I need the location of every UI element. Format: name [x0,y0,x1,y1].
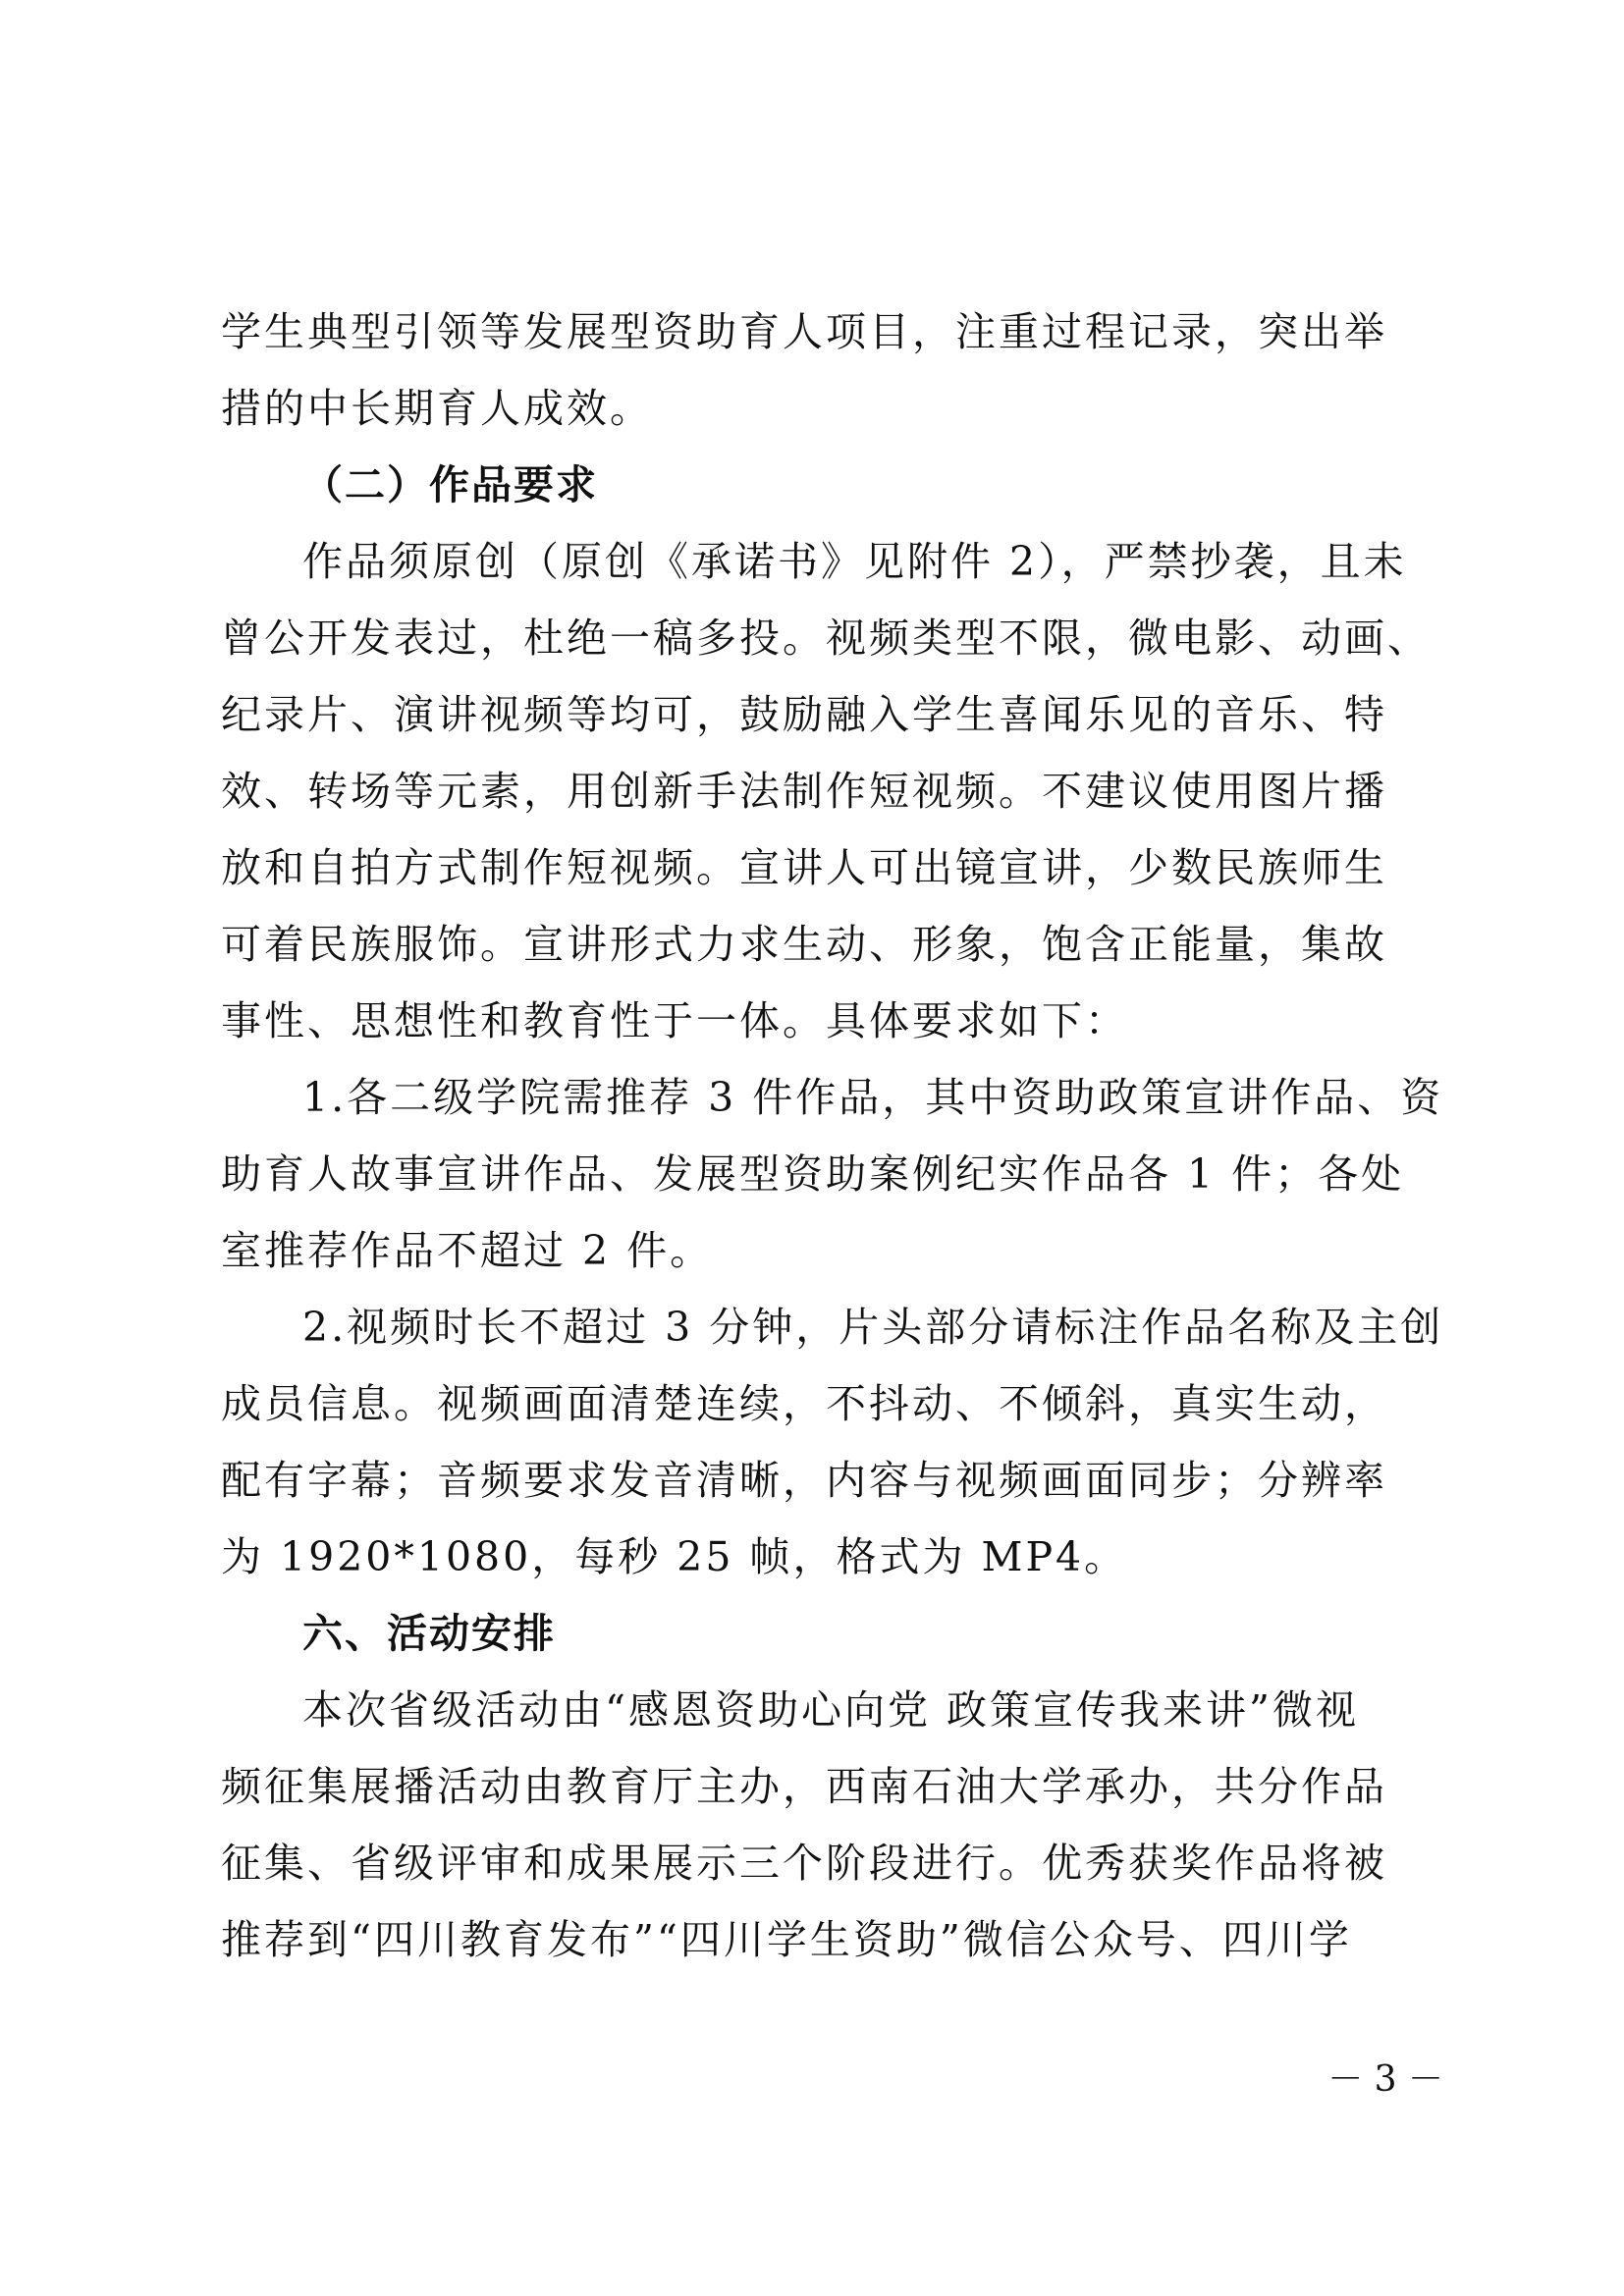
list-item-line: 成员信息。视频画面清楚连续，不抖动、不倾斜，真实生动， [221,1380,1387,1427]
list-item-line: 助育人故事宣讲作品、发展型资助案例纪实作品各 1 件；各处 [221,1150,1405,1198]
paragraph-line: 措的中长期育人成效。 [221,385,653,432]
paragraph-line: 本次省级活动由“感恩资助心向党 政策宣传我来讲”微视 [302,1686,1359,1734]
paragraph-line: 效、转场等元素，用创新手法制作短视频。不建议使用图片播 [221,768,1387,815]
paragraph-line: 学生典型引领等发展型资助育人项目，注重过程记录，突出举 [221,308,1387,355]
page-number: － 3 － [1327,2059,1443,2100]
section-heading: 六、活动安排 [302,1610,556,1657]
paragraph-line: 频征集展播活动由教育厅主办，西南石油大学承办，共分作品 [221,1763,1387,1810]
list-item-line: 1.各二级学院需推荐 3 件作品，其中资助政策宣讲作品、资 [302,1074,1444,1121]
paragraph-line: 可着民族服饰。宣讲形式力求生动、形象，饱含正能量，集故 [221,921,1387,968]
list-item-line: 室推荐作品不超过 2 件。 [221,1227,714,1274]
section-subheading: （二）作品要求 [302,461,598,508]
paragraph-line: 事性、思想性和教育性于一体。具体要求如下： [221,997,1128,1044]
paragraph-line: 征集、省级评审和成果展示三个阶段进行。优秀获奖作品将被 [221,1840,1387,1887]
paragraph-line: 作品须原创（原创《承诺书》见附件 2），严禁抄袭，且未 [302,538,1407,585]
paragraph-line: 纪录片、演讲视频等均可，鼓励融入学生喜闻乐见的音乐、特 [221,691,1387,738]
list-item-line: 配有字幕；音频要求发音清晰，内容与视频画面同步；分辨率 [221,1457,1387,1504]
paragraph-line: 放和自拍方式制作短视频。宣讲人可出镜宣讲，少数民族师生 [221,844,1387,891]
paragraph-line: 推荐到“四川教育发布”“四川学生资助”微信公众号、四川学 [221,1916,1352,1963]
list-item-line: 为 1920*1080，每秒 25 帧，格式为 MP4。 [221,1533,1128,1580]
paragraph-line: 曾公开发表过，杜绝一稿多投。视频类型不限，微电影、动画、 [221,614,1431,662]
list-item-line: 2.视频时长不超过 3 分钟，片头部分请标注作品名称及主创 [302,1304,1444,1351]
